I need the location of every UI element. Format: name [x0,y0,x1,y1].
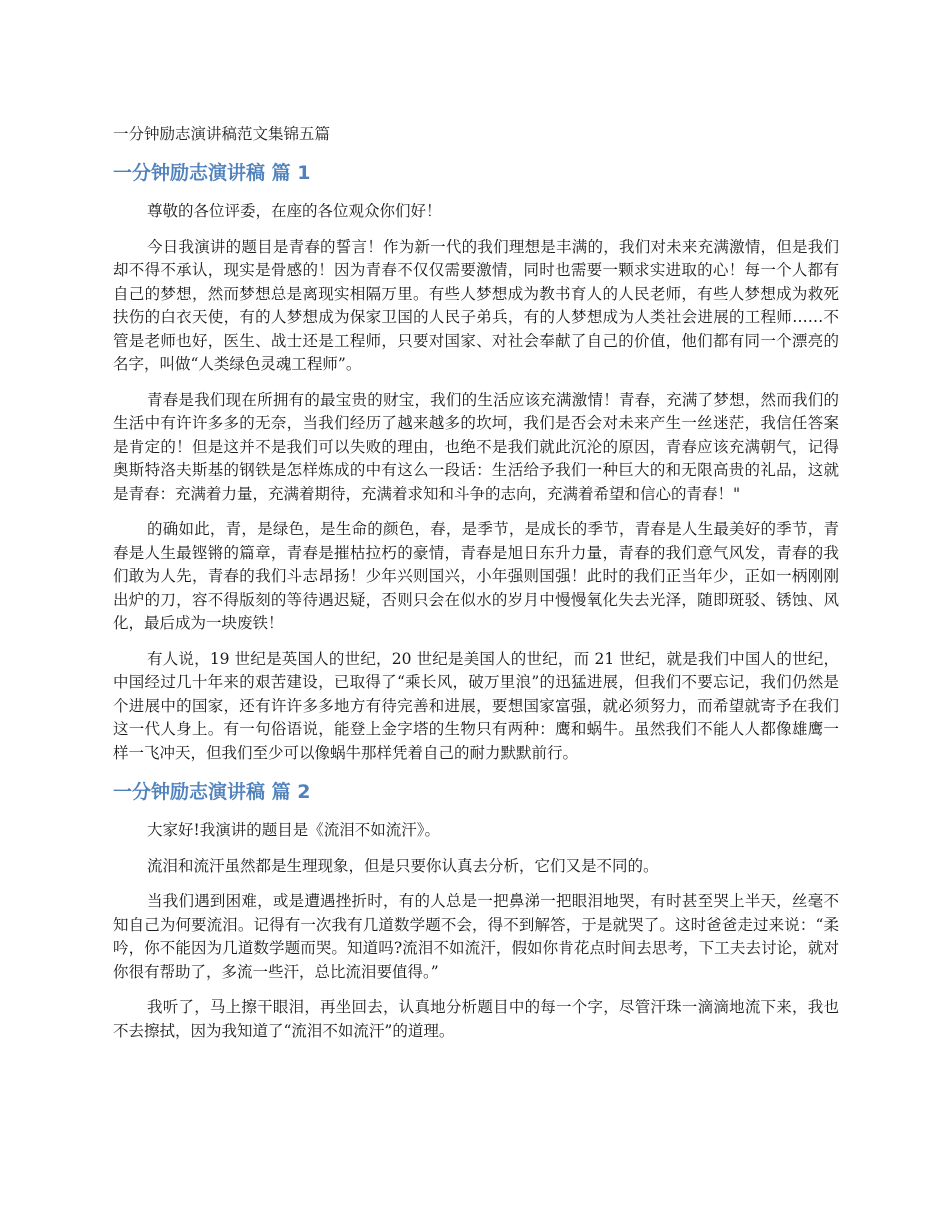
section-1-paragraph: 的确如此，青，是绿色，是生命的颜色，春，是季节，是成长的季节，青春是人生最美好的季节，青春是人生最铿锵的篇章，青春是摧枯拉朽的豪情，青春是旭日东升力量，青春的我们意气风发，青春的我们敢为人先，青春的我们斗志昂扬！少年兴则国兴，小年强则国强！此时的我们正当年少，正如一柄刚刚出炉的刀，容不得版刻的等待遇迟疑，否则只会在似水的岁月中慢慢氧化失去光泽，随即斑驳、锈蚀、风化，最后成为一块废铁！ [113,520,839,632]
section-2-paragraph: 流泪和流汗虽然都是生理现象，但是只要你认真去分析，它们又是不同的。 [147,856,659,875]
section-2-paragraph: 当我们遇到困难，或是遭遇挫折时，有的人总是一把鼻涕一把眼泪地哭，有时甚至哭上半天，丝毫不知自己为何要流泪。记得有一次我有几道数学题不会，得不到解答，于是就哭了。这时爸爸走过来说：“柔吟，你不能因为几道数学题而哭。知道吗?流泪不如流汗，假如你肯花点时间去思考，下工夫去讨论，就对你很有帮助了，多流一些汗，总比流泪要值得。” [113,892,839,981]
document-page [113,122,839,1055]
section-2-paragraph: 我听了，马上擦干眼泪，再坐回去，认真地分析题目中的每一个字，尽管汗珠一滴滴地流下来，我也不去擦拭，因为我知道了“流泪不如流汗”的道理。 [113,998,839,1040]
section-1-paragraph: 青春是我们现在所拥有的最宝贵的财宝，我们的生活应该充满激情！青春，充满了梦想，然而我们的生活中有许许多多的无奈，当我们经历了越来越多的坎坷，我们是否会对未来产生一丝迷茫，我信任答案是肯定的！但是这并不是我们可以失败的理由，也绝不是我们就此沉沦的原因，青春应该充满朝气，记得奥斯特洛夫斯基的钢铁是怎样炼成的中有这么一段话：生活给予我们一种巨大的和无限高贵的礼品，这就是青春：充满着力量，充满着期待，充满着求知和斗争的志向，充满着希望和信心的青春！" [113,390,839,503]
section-1-paragraph: 有人说，19 世纪是英国人的世纪，20 世纪是美国人的世纪，而 21 世纪，就是我们中国人的世纪，中国经过几十年来的艰苦建设，已取得了“乘长风，破万里浪”的迅猛进展，但我们不要忘记，我们仍然是个进展中的国家，还有许许多多地方有待完善和进展，要想国家富强，就必须努力，而希望就寄予在我们这一代人身上。有一句俗语说，能登上金字塔的生物只有两种：鹰和蜗牛。虽然我们不能人人都像雄鹰一样一飞冲天，但我们至少可以像蜗牛那样凭着自己的耐力默默前行。 [113,649,839,762]
section-1-paragraph: 今日我演讲的题目是青春的誓言！作为新一代的我们理想是丰满的，我们对未来充满激情，但是我们却不得不承认，现实是骨感的！因为青春不仅仅需要激情，同时也需要一颗求实进取的心！每一个人都有自己的梦想，然而梦想总是离现实相隔万里。有些人梦想成为教书育人的人民老师，有些人梦想成为救死扶伤的白衣天使，有的人梦想成为保家卫国的人民子弟兵，有的人梦想成为人类社会进展的工程师……不管是老师也好，医生、战士还是工程师，只要对国家、对社会奉献了自己的价值，他们都有同一个漂亮的名字，叫做“人类绿色灵魂工程师”。 [113,237,839,373]
section-1-paragraph: 尊敬的各位评委，在座的各位观众你们好！ [147,202,442,220]
document-title: 一分钟励志演讲稿范文集锦五篇 [113,125,331,143]
section-2-heading: 一分钟励志演讲稿 篇 2 [113,781,311,803]
section-1-heading: 一分钟励志演讲稿 篇 1 [113,162,311,184]
section-2-paragraph: 大家好!我演讲的题目是《流泪不如流汗》。 [147,821,440,839]
